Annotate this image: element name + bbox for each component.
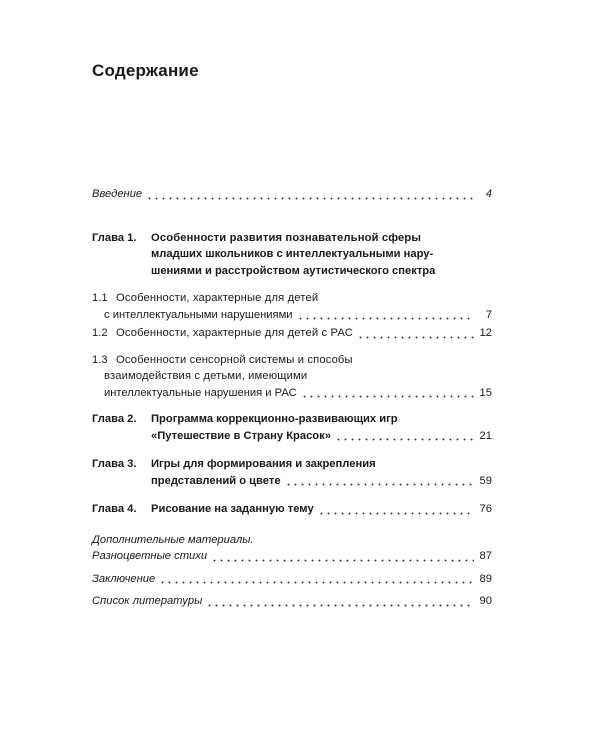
toc-extra-heading: Дополнительные материалы. bbox=[92, 533, 254, 546]
toc-entry-label: Заключение bbox=[92, 572, 156, 585]
chapter-title-line: Программа коррекционно-развивающих игр bbox=[151, 413, 398, 425]
dot-leader bbox=[335, 431, 474, 441]
dot-leader bbox=[297, 310, 474, 320]
chapter-title-line: шениями и расстройством аутистического спектра bbox=[151, 264, 436, 277]
chapter-title-line: Рисование на заданную тему bbox=[151, 503, 314, 515]
section-title-line: Особенности, характерные для детей bbox=[116, 292, 319, 304]
toc-page-number: 15 bbox=[479, 386, 492, 399]
chapter-number: Глава 1. bbox=[92, 231, 137, 244]
toc-page-number: 4 bbox=[485, 188, 492, 200]
toc-page-number: 76 bbox=[479, 503, 492, 515]
toc-page-number: 89 bbox=[479, 572, 492, 585]
toc-section-1-3[interactable] bbox=[92, 352, 492, 402]
toc-page-number: 87 bbox=[479, 550, 492, 562]
page-title: Содержание bbox=[92, 61, 199, 80]
chapter-title bbox=[151, 411, 492, 444]
section-number: 1.2 bbox=[92, 327, 108, 339]
toc-chapter-1[interactable] bbox=[92, 230, 492, 280]
table-of-contents bbox=[92, 186, 492, 610]
section-title-line: взаимодействия с детьми, имеющими bbox=[104, 370, 308, 382]
dot-leader bbox=[301, 388, 474, 398]
dot-leader bbox=[159, 574, 474, 584]
toc-entry bbox=[151, 473, 492, 490]
section-number: 1.1 bbox=[92, 292, 108, 304]
toc-chapter-4[interactable] bbox=[92, 501, 492, 518]
toc-entry bbox=[151, 501, 492, 518]
toc-entry-references[interactable] bbox=[92, 593, 492, 610]
section-title-line: Особенности сенсорной системы и способы bbox=[116, 353, 353, 366]
dot-leader bbox=[211, 552, 474, 562]
toc-entry-label: Разноцветные стихи bbox=[92, 550, 208, 562]
chapter-title bbox=[151, 456, 492, 489]
dot-leader bbox=[318, 505, 474, 515]
toc-page-number: 21 bbox=[479, 429, 492, 442]
dot-leader bbox=[357, 329, 474, 339]
section-title-line: интеллектуальные нарушения и РАС bbox=[104, 386, 297, 399]
dot-leader bbox=[285, 476, 474, 486]
chapter-title-line: представлений о цвете bbox=[151, 474, 281, 487]
chapter-title-line: Игры для формирования и закрепления bbox=[151, 458, 376, 470]
chapter-title-line: младших школьников с интеллектуальными нару- bbox=[151, 248, 434, 260]
toc-entry-extra[interactable] bbox=[92, 548, 492, 565]
dot-leader bbox=[146, 190, 474, 200]
chapter-title bbox=[151, 230, 492, 280]
toc-section-1-2[interactable] bbox=[92, 325, 492, 342]
toc-page-number: 90 bbox=[479, 595, 492, 607]
toc-entry-label: Особенности, характерные для детей с РАС bbox=[116, 327, 353, 339]
toc-entry bbox=[151, 428, 492, 445]
section-number: 1.3 bbox=[92, 353, 108, 366]
toc-page-number: 59 bbox=[479, 474, 492, 487]
toc-entry bbox=[92, 368, 492, 385]
dot-leader bbox=[206, 597, 474, 607]
chapter-number: Глава 3. bbox=[92, 458, 137, 470]
toc-chapter-3[interactable] bbox=[92, 456, 492, 489]
toc-entry-label: Введение bbox=[92, 188, 143, 200]
toc-entry-intro[interactable] bbox=[92, 186, 492, 203]
toc-entry bbox=[92, 307, 492, 324]
chapter-title-line: «Путешествие в Страну Красок» bbox=[151, 429, 331, 442]
section-title-line: с интеллектуальными нарушениями bbox=[104, 308, 293, 321]
toc-page-number: 7 bbox=[485, 308, 492, 321]
toc-entry-conclusion[interactable] bbox=[92, 571, 492, 588]
chapter-title bbox=[151, 501, 492, 518]
toc-section-1-1[interactable] bbox=[92, 290, 492, 323]
toc-entry-label: Список литературы bbox=[92, 595, 203, 607]
chapter-title-line: Особенности развития познавательной сферы bbox=[151, 231, 422, 244]
chapter-number: Глава 2. bbox=[92, 413, 137, 425]
toc-chapter-2[interactable] bbox=[92, 411, 492, 444]
chapter-number: Глава 4. bbox=[92, 503, 137, 515]
toc-entry bbox=[92, 385, 492, 402]
toc-page-number: 12 bbox=[479, 327, 492, 339]
